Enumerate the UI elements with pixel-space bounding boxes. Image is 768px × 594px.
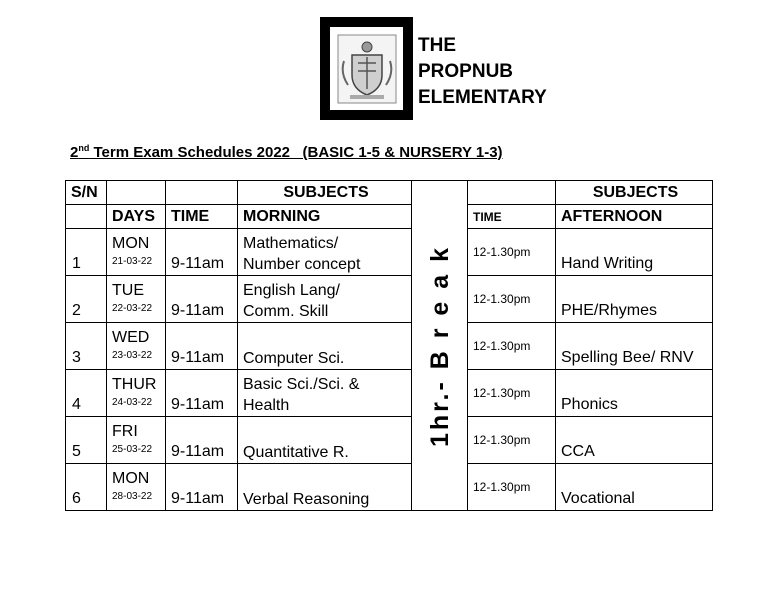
school-crest: [330, 27, 403, 110]
row-afternoon-time: 12-1.30pm: [468, 370, 556, 417]
row-day-cell: [107, 276, 166, 323]
school-name-line-3: ELEMENTARY: [418, 87, 547, 108]
heading-ordinal-number: 2: [70, 144, 79, 161]
row-day-cell: [107, 370, 166, 417]
row-morning-line-2: Verbal Reasoning: [243, 491, 370, 508]
row-morning-line-2: Quantitative R.: [243, 444, 349, 461]
table-row: [66, 464, 713, 511]
row-afternoon-time: 12-1.30pm: [468, 229, 556, 276]
time-header: TIME: [166, 205, 238, 229]
row-afternoon-subject: CCA: [556, 417, 713, 464]
schedule-heading: [70, 143, 503, 161]
subjects-header-morning: SUBJECTS: [238, 181, 412, 205]
row-morning-line-1: Mathematics/: [243, 235, 339, 252]
row-afternoon-time: 12-1.30pm: [468, 464, 556, 511]
table-row: [66, 229, 713, 276]
row-afternoon-subject: Phonics: [556, 370, 713, 417]
row-time: 9-11am: [166, 464, 238, 511]
school-name: [418, 33, 547, 111]
school-name-line-1: THE: [418, 35, 456, 56]
row-date: 22-03-22: [112, 303, 153, 314]
row-time: 9-11am: [166, 229, 238, 276]
heading-ordinal-suffix: nd: [78, 143, 90, 153]
row-morning-line-2: Comm. Skill: [243, 303, 329, 320]
row-day: FRI: [112, 423, 138, 440]
afternoon-header: AFTERNOON: [556, 205, 713, 229]
table-row: [66, 370, 713, 417]
row-date: 21-03-22: [112, 256, 153, 267]
sn-header: S/N: [66, 181, 107, 205]
header-row-1: [66, 181, 713, 205]
row-afternoon-subject: PHE/Rhymes: [556, 276, 713, 323]
crest-icon: [336, 33, 398, 105]
row-morning-line-2: Computer Sci.: [243, 350, 345, 367]
blank-header-cell: [107, 181, 166, 205]
row-day-cell: [107, 323, 166, 370]
blank-header-cell: [468, 181, 556, 205]
row-time: 9-11am: [166, 276, 238, 323]
row-day: WED: [112, 329, 150, 346]
row-sn: 4: [66, 370, 107, 417]
row-date: 28-03-22: [112, 491, 153, 502]
row-morning-cell: [238, 464, 412, 511]
morning-header: MORNING: [238, 205, 412, 229]
row-day: THUR: [112, 376, 157, 393]
break-label: 1hr.- B r e a k: [425, 244, 454, 447]
row-afternoon-time: 12-1.30pm: [468, 417, 556, 464]
row-time: 9-11am: [166, 417, 238, 464]
row-morning-line-2: Number concept: [243, 256, 361, 273]
header-row-2: [66, 205, 713, 229]
row-day-cell: [107, 229, 166, 276]
days-header: DAYS: [107, 205, 166, 229]
row-afternoon-time: 12-1.30pm: [468, 276, 556, 323]
row-afternoon-time: 12-1.30pm: [468, 323, 556, 370]
subjects-header-afternoon: SUBJECTS: [556, 181, 713, 205]
row-afternoon-subject: Vocational: [556, 464, 713, 511]
row-morning-cell: [238, 229, 412, 276]
row-afternoon-subject: Spelling Bee/ RNV: [556, 323, 713, 370]
row-morning-line-2: Health: [243, 397, 290, 414]
blank-header-cell: [166, 181, 238, 205]
row-morning-line-1: English Lang/: [243, 282, 340, 299]
row-day-cell: [107, 464, 166, 511]
row-time: 9-11am: [166, 323, 238, 370]
exam-schedule-table: [65, 180, 713, 511]
afternoon-time-header: TIME: [468, 205, 556, 229]
row-date: 24-03-22: [112, 397, 153, 408]
row-sn: 3: [66, 323, 107, 370]
blank-header-cell: [66, 205, 107, 229]
row-day: TUE: [112, 282, 144, 299]
row-morning-cell: [238, 276, 412, 323]
row-morning-cell: [238, 323, 412, 370]
row-sn: 5: [66, 417, 107, 464]
row-sn: 6: [66, 464, 107, 511]
table-row: [66, 417, 713, 464]
row-time: 9-11am: [166, 370, 238, 417]
school-name-line-2: PROPNUB: [418, 61, 514, 82]
row-sn: 1: [66, 229, 107, 276]
row-date: 23-03-22: [112, 350, 153, 361]
row-morning-cell: [238, 417, 412, 464]
row-day: MON: [112, 235, 150, 252]
table-row: [66, 276, 713, 323]
row-morning-line-1: Basic Sci./Sci. &: [243, 376, 360, 393]
row-morning-cell: [238, 370, 412, 417]
row-afternoon-subject: Hand Writing: [556, 229, 713, 276]
row-sn: 2: [66, 276, 107, 323]
table-row: [66, 323, 713, 370]
row-day: MON: [112, 470, 150, 487]
row-day-cell: [107, 417, 166, 464]
heading-text: Term Exam Schedules 2022 (BASIC 1-5 & NURSERY 1-3): [89, 144, 503, 161]
row-date: 25-03-22: [112, 444, 153, 455]
school-logo-frame: [320, 17, 413, 120]
break-column: [412, 181, 468, 511]
